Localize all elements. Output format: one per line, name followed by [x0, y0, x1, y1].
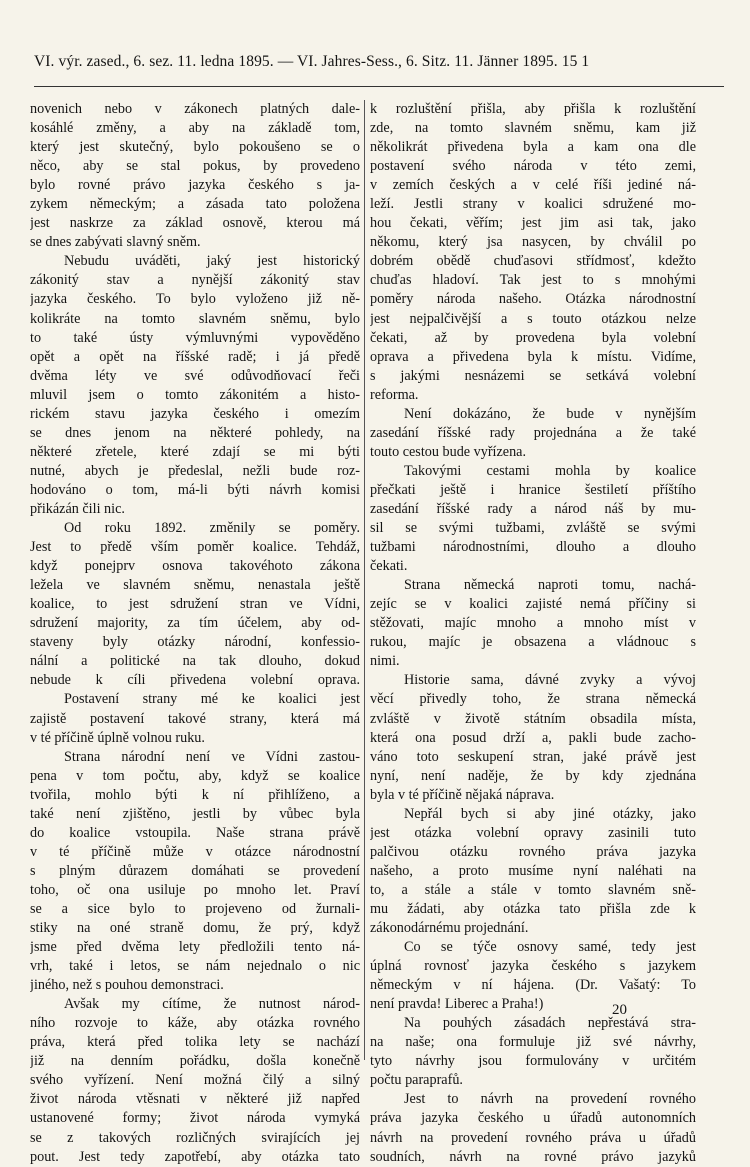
text-line: oprava a přivedena byla k místu. Vidíme, [370, 348, 696, 365]
text-line: nimi. [370, 653, 400, 670]
text-line: reforma. [370, 386, 419, 403]
text-line: tvořila, mohlo býti k ní přihlíženo, a [30, 786, 360, 803]
text-line: někomu, který jsa nasycen, by chválil po [370, 234, 696, 251]
text-line: opět a opět na říšské radě; i já předě [30, 348, 360, 365]
text-line: německým v ní hájena. (Dr. Vašatý: To [370, 977, 696, 994]
text-line: Co se týče osnovy samé, tedy jest [404, 939, 696, 956]
text-line: staveny byly otázky národní, konfessio- [30, 634, 360, 651]
text-line: novenich nebo v zákonech platných dale- [30, 101, 360, 117]
text-line: stěžovati, majíc mnoho a mnoho míst v [370, 615, 696, 632]
text-line: některé zřetele, které zdají se mi býti [30, 443, 360, 460]
text-line: hodováno o tom, má-li býti návrh komisi [30, 481, 360, 498]
text-line: koalice, to jest sdružení stran ve Vídni, [30, 596, 360, 613]
text-line: byla v té příčině nějaká náprava. [370, 786, 555, 803]
text-line: vrh, také i letos, se nám nejednalo o nic [30, 958, 360, 975]
text-line: zejíc se v koalici zajisté nemá příčiny si [370, 596, 696, 613]
text-line: pena v tom počtu, aby, když se koalice [30, 767, 360, 784]
text-line: počtu paraprafů. [370, 1072, 463, 1089]
text-line: Postavení strany mé ke koalici jest [64, 691, 360, 708]
text-line: Od roku 1892. změnily se poměry. [64, 520, 360, 537]
text-line: také není zjištěno, jestli by vůbec byla [30, 805, 360, 822]
text-line: se dnes jenom na některé pohledy, na [30, 424, 360, 441]
text-line: Není dokázáno, že bude v nynějším [404, 405, 696, 422]
text-line: návrh na provedení rovného práva u úřadů [370, 1129, 696, 1146]
text-line: několikrát přivedena byla a kam ona dle [370, 139, 696, 156]
text-line: leží. Jestli strany v koalici sdružené mo- [370, 196, 696, 213]
text-line: s plným důrazem domáhati se provedení [30, 862, 360, 879]
text-line: se a sice bylo to projeveno od žurnali- [30, 900, 360, 917]
text-line: Takovými cestami mohla by koalice [404, 462, 696, 479]
text-line: Strana národní není ve Vídni zastou- [64, 748, 360, 765]
text-line: Historie sama, dávné zvyky a vývoj [404, 672, 696, 689]
text-line: Nebudu uváděti, jaký jest historický [64, 253, 360, 270]
text-line: práva jazyka českého u úřadů autonomních [370, 1110, 696, 1127]
text-line: jest otázka volební opravy zasinili tuto [370, 824, 696, 841]
text-line: přečkati ještě i hranice šestiletí příštího [370, 481, 696, 498]
text-line: zvláště v životě státním obsadila místa, [370, 710, 696, 727]
text-line: není pravda! Liberec a Praha!) [370, 996, 544, 1013]
text-line: zde, na tomto slavném sněmu, kam již [370, 120, 696, 137]
text-line: s jakými nesnázemi se setkává volební [370, 367, 696, 384]
text-line: se dnes zabývati slavný sněm. [30, 234, 201, 251]
text-line: ustanovené formy; život národa vymyká [30, 1110, 360, 1127]
text-line: váno toto seskupení stran, jaké právě jest [370, 748, 696, 765]
text-line: nutné, abych je předeslal, nežli bude roz- [30, 462, 360, 479]
text-line: to také ústy výmluvnými vypověděno [30, 329, 360, 346]
text-line: svého vyřízení. Není možná čilý a silný [30, 1072, 360, 1089]
text-line: když ponejprv osnova takovéhoto zákona [30, 558, 360, 575]
text-line: něco, aby se stal pokus, by provedeno [30, 158, 360, 175]
text-line: zasedání říšské rady projednána a že také [370, 424, 696, 441]
text-line: jazyka českého. To bylo vyloženo již ně- [30, 291, 360, 308]
text-line: zákonodárnému projednání. [370, 920, 529, 937]
text-line: postavení svého národa v této zemi, [370, 158, 696, 175]
text-line: zákonitý stav a nynější zákonitý stav [30, 272, 360, 289]
text-line: v zemích českých a v celé říši jediné ná- [370, 177, 696, 194]
text-line: rickém stavu jazyka českého i omezím [30, 405, 360, 422]
text-line: do koalice vstoupila. Naše strana právě [30, 824, 360, 841]
text-line: zasedání říšské rady a národ náš by mu- [370, 500, 696, 517]
text-line: nyní, není naděje, že by kdy zjednána [370, 767, 696, 784]
text-line: dvěma léty ve své odůvodňovací řeči [30, 367, 360, 384]
right-column [370, 100, 696, 1167]
text-line: již na denním pořádku, došla konečně [30, 1053, 360, 1070]
text-line: nebude k cíli přivedena volební oprava. [30, 672, 360, 689]
text-line: Jest to návrh na provedení rovného [404, 1091, 696, 1108]
text-line: věcí přivedly toho, že strana německá [370, 691, 696, 708]
text-line: jiného, než s pouhou demonstraci. [30, 977, 224, 994]
text-line: Nepřál bych si aby jiné otázky, jako [404, 805, 696, 822]
text-line: tyto návrhy jsou formulovány v určitém [370, 1053, 696, 1070]
text-line: v té příčině může v otázce národnostní [30, 843, 360, 860]
text-line: ležela ve slavném sněmu, nenastala ještě [30, 577, 360, 594]
text-line: Strana německá naproti tomu, nachá- [404, 577, 696, 594]
text-line: život národa vtěsnati v některé již napřed [30, 1091, 360, 1108]
text-line: kolikráte na tomto slavném sněmu, bylo [30, 310, 360, 327]
text-line: tužbami národnostními, dlouho a dlouho [370, 539, 696, 556]
text-line: mluvil jsem o tomto zákonitém a histo- [30, 386, 360, 403]
text-line: zajistě postavení takové strany, která má [30, 710, 360, 727]
text-line: nální a politické na tak dlouho, dokud [30, 653, 360, 670]
text-line: Na pouhých zásadách nepřestává stra- [404, 1015, 696, 1032]
text-line: bylo rovné právo jazyka českého s ja- [30, 177, 360, 194]
text-line: na naše; ona formuluje již své návrhy, [370, 1034, 696, 1051]
text-line: soudních, návrh na rovné právo jazyků [370, 1148, 696, 1165]
text-line: ního rozvoje to káže, aby otázka rovného [30, 1015, 360, 1032]
text-line: sdružení majority, za tím účelem, aby od- [30, 615, 360, 632]
left-column [30, 100, 360, 1167]
text-line: Avšak my cítíme, že nutnost národ- [64, 996, 360, 1013]
text-line: rukou, majíc je obsazena a vládnouc s [370, 634, 696, 651]
text-line: který jest skutečný, bylo pokoušeno se o [30, 139, 360, 156]
text-line: to, a stále a stále v tomto slavném sně- [370, 881, 696, 898]
text-line: jsme před dvěma lety předložili tento ná- [30, 939, 360, 956]
text-line: zykem německým; a zásada tato položena [30, 196, 360, 213]
header-rule [34, 86, 724, 87]
text-line: jest nejpalčivější a s touto otázkou nelze [370, 310, 696, 327]
page-number: 20 [612, 1002, 627, 1018]
text-line: jest naskrze za základ osnově, kterou má [30, 215, 360, 232]
text-line: chuďas hladoví. Tak jest to s mnohými [370, 272, 696, 289]
text-line: hou čekati, věřím; jest jim asi tak, jako [370, 215, 696, 232]
text-line: dobrém obědě chuďasovi střídmosť, kdežto [370, 253, 696, 270]
text-line: práva, která před tolika lety se nachází [30, 1034, 360, 1051]
text-line: toho, oč ona usiluje po mnoho let. Praví [30, 881, 360, 898]
text-line: která ona posud drží a, pakli bude zacho- [370, 729, 696, 746]
text-line: přikázán čili nic. [30, 500, 125, 517]
text-line: v té příčině úplně volnou ruku. [30, 729, 205, 746]
text-line: úplná rovnosť jazyka českého s jazykem [370, 958, 696, 975]
text-line: stiky na oné straně domu, že prý, když [30, 920, 360, 937]
text-line: pout. Jest tedy zapotřebí, aby otázka tato [30, 1148, 360, 1165]
text-line: palčivou otázku rovného práva jazyka [370, 843, 696, 860]
text-line: mu žádati, aby otázka tato přišla zde k [370, 900, 696, 917]
text-line: poměry národa našeho. Otázka národnostní [370, 291, 696, 308]
text-line: k rozluštění přišla, aby přišla k rozluštění [370, 101, 696, 117]
text-line: čekati, až by provedena byla volební [370, 329, 696, 346]
text-line: čekati. [370, 558, 408, 575]
text-line: touto cestou bude vyřízena. [370, 443, 527, 460]
column-divider [364, 100, 365, 1060]
text-line: sil se svými tužbami, zvláště se svými [370, 520, 696, 537]
running-head: VI. výr. zased., 6. sez. 11. ledna 1895. — VI. Jahres-Sess., 6. Sitz. 11. Jänner 1895. 15 1 [34, 53, 590, 70]
text-line: našeho, a proto musíme nyní naléhati na [370, 862, 696, 879]
text-line: se z takových rozličných svirajících jej [30, 1129, 360, 1146]
text-line: Jest to předě vším poměr koalice. Tehdáž, [30, 539, 360, 556]
text-line: kosáhlé změny, a aby na základě tom, [30, 120, 360, 137]
